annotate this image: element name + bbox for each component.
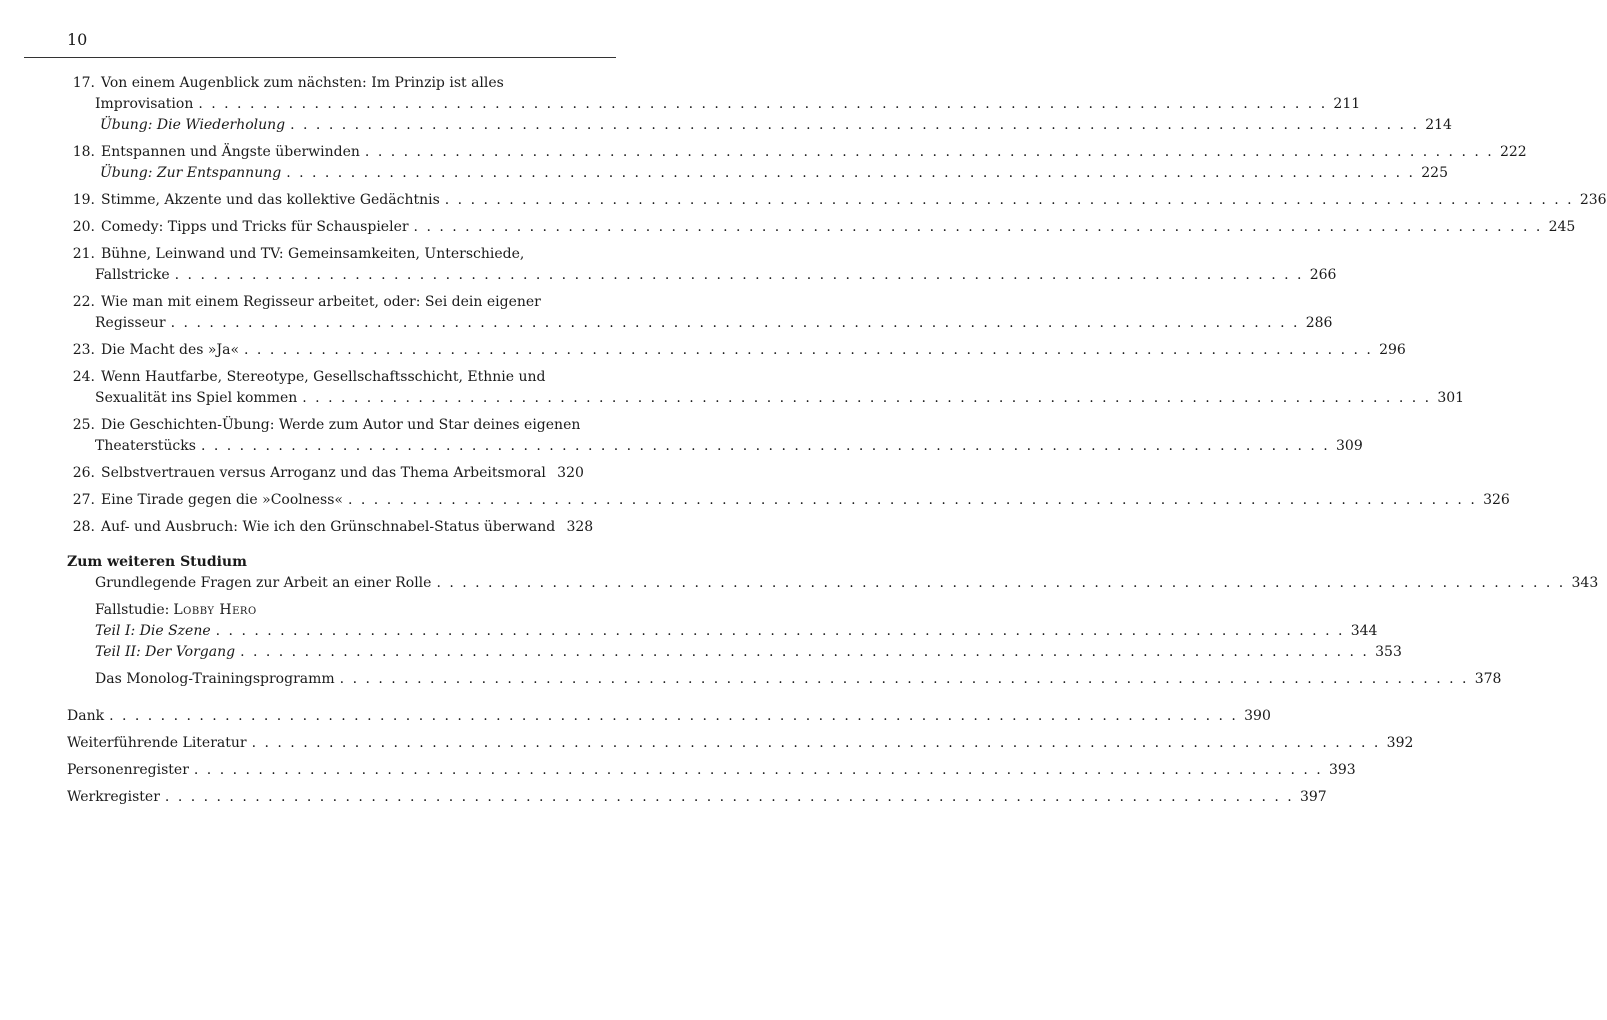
dot-leader: . . . . . . . . . . . . . . . . . . . . . . . . . . . . . . . . . . . . . . . . . . . . . . . . . . . . . . . . . . . . . . . . . . . . . . . . . . . . . . . . . . . . . . . . <box>413 219 1543 235</box>
page-ref: 211 <box>1333 96 1361 112</box>
dot-leader: . . . . . . . . . . . . . . . . . . . . . . . . . . . . . . . . . . . . . . . . . . . . . . . . . . . . . . . . . . . . . . . . . . . . . . . . . . . . . . . . . . . . . . . . <box>240 644 1369 660</box>
entry-title: Weiterführende Literatur <box>67 735 247 751</box>
page-ref: 301 <box>1437 390 1465 406</box>
dot-leader: . . . . . . . . . . . . . . . . . . . . . . . . . . . . . . . . . . . . . . . . . . . . . . . . . . . . . . . . . . . . . . . . . . . . . . . . . . . . . . . . . . . . . . . . <box>339 671 1469 687</box>
toc-entry-basic-questions <box>95 573 1599 594</box>
toc-entry-18 <box>67 142 1527 184</box>
chapter-number: 17. <box>72 75 95 91</box>
table-of-contents <box>67 73 1607 808</box>
exercise-title: Übung: Die Wiederholung <box>100 117 286 133</box>
entry-title: Teil I: Die Szene <box>95 623 211 639</box>
page-ref: 343 <box>1571 575 1599 591</box>
chapter-title: Selbstvertrauen versus Arroganz und das Thema Arbeitsmoral <box>101 465 546 481</box>
chapter-number: 25. <box>72 417 95 433</box>
page-ref: 296 <box>1379 342 1406 358</box>
chapter-number: 23. <box>72 342 95 358</box>
page-ref: 393 <box>1328 762 1356 778</box>
dot-leader: . . . . . . . . . . . . . . . . . . . . . . . . . . . . . . . . . . . . . . . . . . . . . . . . . . . . . . . . . . . . . . . . . . . . . . . . . . . . . . . . . . . . . . . . <box>174 267 1304 283</box>
chapter-title-line1: Die Geschichten-Übung: Werde zum Autor und Star deines eigenen <box>101 417 581 433</box>
toc-entry-22 <box>67 292 1333 334</box>
dot-leader: . . . . . . . . . . . . . . . . . . . . . . . . . . . . . . . . . . . . . . . . . . . . . . . . . . . . . . . . . . . . . . . . . . . . . . . . . . . . . . . . . . . . . . . . <box>215 623 1345 639</box>
chapter-number: 20. <box>72 219 95 235</box>
dot-leader: . . . . . . . . . . . . . . . . . . . . . . . . . . . . . . . . . . . . . . . . . . . . . . . . . . . . . . . . . . . . . . . . . . . . . . . . . . . . . . . . . . . . . . . . <box>286 165 1415 181</box>
dot-leader: . . . . . . . . . . . . . . . . . . . . . . . . . . . . . . . . . . . . . . . . . . . . . . . . . . . . . . . . . . . . . . . . . . . . . . . . . . . . . . . . . . . . . . . . <box>444 192 1574 208</box>
dot-leader: . . . . . . . . . . . . . . . . . . . . . . . . . . . . . . . . . . . . . . . . . . . . . . . . . . . . . . . . . . . . . . . . . . . . . . . . . . . . . . . . . . . . . . . . <box>164 789 1294 805</box>
exercise-title: Übung: Zur Entspannung <box>100 165 282 181</box>
entry-title: Teil II: Der Vorgang <box>95 644 236 660</box>
toc-entry-back <box>67 706 1271 727</box>
toc-entry-back <box>67 787 1327 808</box>
entry-title: Personenregister <box>67 762 189 778</box>
page-ref: 309 <box>1336 438 1363 454</box>
chapter-title: Auf- und Ausbruch: Wie ich den Grünschnabel-Status überwand <box>101 519 556 535</box>
page-ref: 225 <box>1421 165 1448 181</box>
dot-leader: . . . . . . . . . . . . . . . . . . . . . . . . . . . . . . . . . . . . . . . . . . . . . . . . . . . . . . . . . . . . . . . . . . . . . . . . . . . . . . . . . . . . . . . . <box>193 762 1323 778</box>
page-ref: 214 <box>1425 117 1452 133</box>
chapter-title: Regisseur <box>95 315 166 331</box>
toc-entry-20 <box>67 217 1576 238</box>
chapter-number: 21. <box>72 246 95 262</box>
section-heading: Zum weiteren Studium <box>67 554 247 570</box>
dot-leader: . . . . . . . . . . . . . . . . . . . . . . . . . . . . . . . . . . . . . . . . . . . . . . . . . . . . . . . . . . . . . . . . . . . . . . . . . . . . . . . . . . . . . . . . <box>302 390 1432 406</box>
chapter-title-line1: Wenn Hautfarbe, Stereotype, Gesellschaftsschicht, Ethnie und <box>101 369 546 385</box>
chapter-number: 24. <box>72 369 95 385</box>
chapter-title: Fallstricke <box>95 267 170 283</box>
chapter-title: Theaterstücks <box>95 438 196 454</box>
chapter-title-line1: Von einem Augenblick zum nächsten: Im Prinzip ist alles <box>101 75 504 91</box>
page-ref: 353 <box>1375 644 1402 660</box>
entry-title: Dank <box>67 708 105 724</box>
toc-entry-monologue <box>95 669 1502 690</box>
toc-entry-19 <box>67 190 1607 211</box>
toc-entry-21 <box>67 244 1337 286</box>
toc-entry-17 <box>67 73 1452 136</box>
chapter-number: 18. <box>72 144 95 160</box>
dot-leader: . . . . . . . . . . . . . . . . . . . . . . . . . . . . . . . . . . . . . . . . . . . . . . . . . . . . . . . . . . . . . . . . . . . . . . . . . . . . . . . . . . . . . . . . <box>436 575 1566 591</box>
toc-entry-25 <box>67 415 1363 457</box>
dot-leader: . . . . . . . . . . . . . . . . . . . . . . . . . . . . . . . . . . . . . . . . . . . . . . . . . . . . . . . . . . . . . . . . . . . . . . . . . . . . . . . . . . . . . . . . <box>290 117 1419 133</box>
toc-entry-case-study <box>95 600 1402 663</box>
toc-entry-back <box>67 760 1356 781</box>
entry-title: Grundlegende Fragen zur Arbeit an einer Rolle <box>95 575 432 591</box>
chapter-title: Stimme, Akzente und das kollektive Gedächtnis <box>101 192 440 208</box>
dot-leader: . . . . . . . . . . . . . . . . . . . . . . . . . . . . . . . . . . . . . . . . . . . . . . . . . . . . . . . . . . . . . . . . . . . . . . . . . . . . . . . . . . . . . . . . <box>170 315 1300 331</box>
page-ref: 344 <box>1350 623 1378 639</box>
chapter-title: Entspannen und Ängste überwinden <box>101 144 360 160</box>
chapter-title: Comedy: Tipps und Tricks für Schauspieler <box>101 219 409 235</box>
chapter-title: Improvisation <box>95 96 194 112</box>
toc-entry-24 <box>67 367 1465 409</box>
entry-title: Werkregister <box>67 789 160 805</box>
chapter-number: 27. <box>72 492 95 508</box>
page-ref: 392 <box>1386 735 1414 751</box>
chapter-number: 28. <box>72 519 95 535</box>
dot-leader: . . . . . . . . . . . . . . . . . . . . . . . . . . . . . . . . . . . . . . . . . . . . . . . . . . . . . . . . . . . . . . . . . . . . . . . . . . . . . . . . . . . . . . . . <box>348 492 1477 508</box>
chapter-title-line1: Wie man mit einem Regisseur arbeitet, oder: Sei dein eigener <box>101 294 541 310</box>
page-ref: 320 <box>557 465 584 481</box>
chapter-title: Die Macht des »Ja« <box>101 342 240 358</box>
dot-leader: . . . . . . . . . . . . . . . . . . . . . . . . . . . . . . . . . . . . . . . . . . . . . . . . . . . . . . . . . . . . . . . . . . . . . . . . . . . . . . . . . . . . . . . . <box>109 708 1238 724</box>
page-ref: 286 <box>1305 315 1333 331</box>
toc-entry-28 <box>67 517 594 538</box>
back-matter <box>67 706 1414 808</box>
dot-leader: . . . . . . . . . . . . . . . . . . . . . . . . . . . . . . . . . . . . . . . . . . . . . . . . . . . . . . . . . . . . . . . . . . . . . . . . . . . . . . . . . . . . . . . . <box>251 735 1381 751</box>
page-ref: 236 <box>1579 192 1607 208</box>
toc-entry-23 <box>67 340 1406 361</box>
dot-leader: . . . . . . . . . . . . . . . . . . . . . . . . . . . . . . . . . . . . . . . . . . . . . . . . . . . . . . . . . . . . . . . . . . . . . . . . . . . . . . . . . . . . . . . . <box>244 342 1373 358</box>
page-ref: 390 <box>1244 708 1271 724</box>
page-ref: 328 <box>566 519 594 535</box>
dot-leader: . . . . . . . . . . . . . . . . . . . . . . . . . . . . . . . . . . . . . . . . . . . . . . . . . . . . . . . . . . . . . . . . . . . . . . . . . . . . . . . . . . . . . . . . <box>364 144 1494 160</box>
header-rule <box>24 57 616 58</box>
page-number: 10 <box>67 30 88 49</box>
chapter-title-line1: Bühne, Leinwand und TV: Gemeinsamkeiten, Unterschiede, <box>101 246 525 262</box>
page-ref: 397 <box>1299 789 1327 805</box>
chapter-number: 22. <box>72 294 95 310</box>
dot-leader: . . . . . . . . . . . . . . . . . . . . . . . . . . . . . . . . . . . . . . . . . . . . . . . . . . . . . . . . . . . . . . . . . . . . . . . . . . . . . . . . . . . . . . . . <box>200 438 1330 454</box>
toc-entry-27 <box>67 490 1510 511</box>
entry-title: Das Monolog-Trainingsprogramm <box>95 671 335 687</box>
page-ref: 378 <box>1474 671 1502 687</box>
chapter-number: 26. <box>72 465 95 481</box>
page-ref: 266 <box>1309 267 1337 283</box>
case-study-label: Fallstudie: <box>95 602 170 618</box>
case-study-title: Lobby Hero <box>173 602 257 618</box>
chapter-title: Eine Tirade gegen die »Coolness« <box>101 492 343 508</box>
chapter-number: 19. <box>72 192 95 208</box>
dot-leader: . . . . . . . . . . . . . . . . . . . . . . . . . . . . . . . . . . . . . . . . . . . . . . . . . . . . . . . . . . . . . . . . . . . . . . . . . . . . . . . . . . . . . . . . <box>198 96 1328 112</box>
page-ref: 326 <box>1483 492 1510 508</box>
page-ref: 245 <box>1548 219 1576 235</box>
page-ref: 222 <box>1499 144 1527 160</box>
toc-entry-26 <box>67 463 584 484</box>
toc-entry-back <box>67 733 1414 754</box>
chapter-title: Sexualität ins Spiel kommen <box>95 390 298 406</box>
